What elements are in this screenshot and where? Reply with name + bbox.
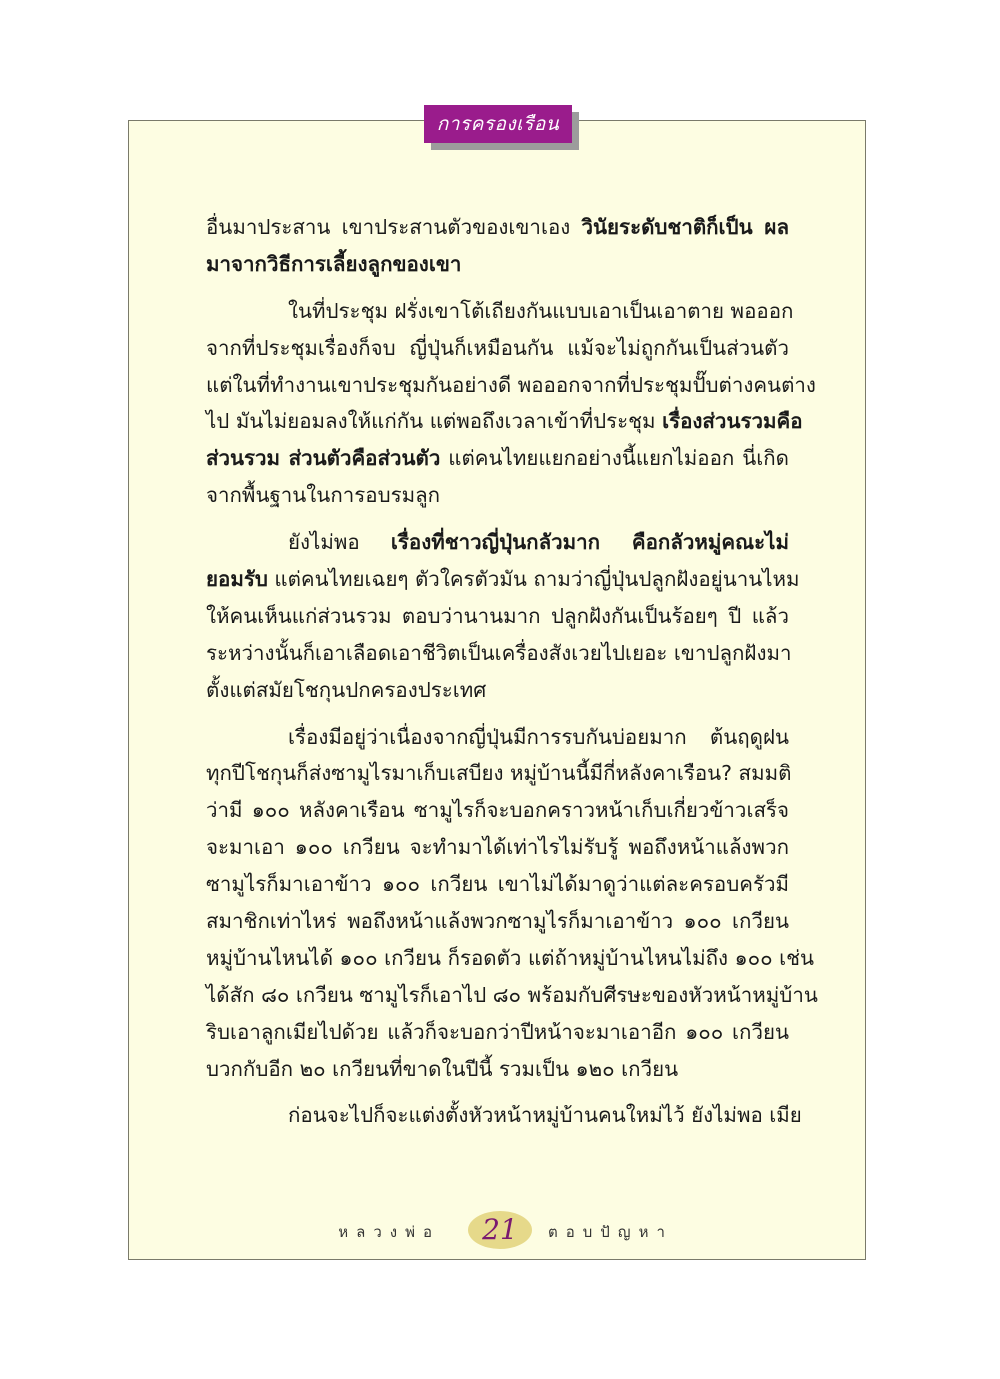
bold-text: วินัยระดับชาติก็เป็น ผล [581,215,790,239]
text-line [206,755,792,792]
text-line [206,866,789,903]
body-text [206,209,818,1144]
paragraph [206,719,818,1088]
text-run: ทุกปีโชกุนก็ส่งซามูไรมาเก็บเสบียง หมู่บ้านนี้มีกี่หลังคาเรือน? สมมติ [206,761,792,786]
text-line [206,403,803,440]
text-line [206,792,789,829]
section-tag: การครองเรือน [424,105,572,143]
text-run: ตั้งแต่สมัยโชกุนปกครองประเทศ [206,677,487,702]
text-line [206,477,789,514]
text-run: ริบเอาลูกเมียไปด้วย แล้วก็จะบอกว่าปีหน้าจะมาเอาอีก ๑๐๐ เกวียน [206,1019,789,1044]
text-run: ซามูไรก็มาเอาข้าว ๑๐๐ เกวียน เขาไม่ได้มาดูว่าแต่ละครอบครัวมี [206,872,789,897]
bold-text: ยอมรับ [206,567,268,592]
text-run: เรื่องมีอยู่ว่าเนื่องจากญี่ปุ่นมีการรบกันบ่อยมาก ต้นฤดูฝน [288,724,789,749]
text-run: ก่อนจะไปก็จะแต่งตั้งหัวหน้าหมู่บ้านคนใหม่ไว้ ยังไม่พอ เมีย [288,1103,802,1128]
text-run: บวกกับอีก ๒๐ เกวียนที่ขาดในปีนี้ รวมเป็น ๑๒๐ เกวียน [206,1056,679,1081]
footer-title: ตอบปัญหา [548,1223,673,1241]
paragraph [206,209,789,283]
text-run: ได้สัก ๘๐ เกวียน ซามูไรก็เอาไป ๘๐ พร้อมกับศีรษะของหัวหน้าหมู่บ้าน [206,982,818,1007]
text-line [206,829,789,866]
text-run: จากที่ประชุมเรื่องก็จบ ญี่ปุ่นก็เหมือนกัน แม้จะไม่ถูกกันเป็นส่วนตัว [206,335,789,360]
text-run: ในที่ประชุม ฝรั่งเขาโต้เถียงกันแบบเอาเป็นเอาตาย พอออก [288,298,794,323]
text-line [206,561,800,598]
text-run: แต่คนไทยแยกอย่างนี้แยกไม่ออก นี่เกิด [440,446,789,471]
text-run: ระหว่างนั้นก็เอาเลือดเอาชีวิตเป็นเครื่องสังเวยไปเยอะ เขาปลูกฝังมา [206,640,792,665]
text-run: แต่ในที่ทำงานเขาประชุมกันอย่างดี พอออกจากที่ประชุมปั๊บต่างคนต่าง [206,372,816,397]
text-run: จะมาเอา ๑๐๐ เกวียน จะทำมาได้เท่าไรไม่รับรู้ พอถึงหน้าแล้งพวก [206,835,789,860]
text-line [206,719,789,756]
text-run: อื่นมาประสาน เขาประสานตัวของเขาเอง [206,215,582,239]
bold-text: มาจากวิธีการเลี้ยงลูกของเขา [206,251,462,276]
text-run: ให้คนเห็นแก่ส่วนรวม ตอบว่านานมาก ปลูกฝังกันเป็นร้อยๆ ปี แล้ว [206,603,789,628]
text-run: ไป มันไม่ยอมลงให้แก่กัน แต่พอถึงเวลาเข้าที่ประชุม [206,409,663,434]
text-run: ยังไม่พอ [288,530,391,555]
paragraph [206,524,800,708]
text-line [206,1097,802,1134]
text-line [206,209,789,246]
text-line [206,524,789,561]
text-line [206,330,789,367]
text-line [206,1014,789,1051]
text-line [206,246,789,283]
paragraph [206,1097,802,1134]
text-line [206,672,789,709]
bold-text: ส่วนรวม ส่วนตัวคือส่วนตัว [206,446,441,471]
text-line [206,293,794,330]
text-run: สมาชิกเท่าไหร่ พอถึงหน้าแล้งพวกซามูไรก็มาเอาข้าว ๑๐๐ เกวียน [206,909,789,934]
text-line [206,903,789,940]
text-line [206,977,818,1014]
paragraph [206,293,816,514]
text-run: ว่ามี ๑๐๐ หลังคาเรือน ซามูไรก็จะบอกคราวหน้าเก็บเกี่ยวข้าวเสร็จ [206,798,789,823]
text-run: แต่คนไทยเฉยๆ ตัวใครตัวมัน ถามว่าญี่ปุ่นปลูกฝังอยู่นานไหม [267,567,800,592]
bold-text: เรื่องส่วนรวมคือ [662,409,803,434]
text-line [206,440,789,477]
text-line [206,367,816,404]
text-line [206,598,789,635]
footer-author: หลวงพ่อ [338,1223,440,1241]
text-run: หมู่บ้านไหนได้ ๑๐๐ เกวียน ก็รอดตัว แต่ถ้าหมู่บ้านไหนไม่ถึง ๑๐๐ เช่น [206,945,815,970]
bold-text: เรื่องที่ชาวญี่ปุ่นกลัวมาก คือกลัวหมู่คณะไม่ [390,530,789,555]
page-number: 21 [482,1213,518,1246]
text-line [206,940,815,977]
text-line [206,635,792,672]
page-footer [128,1208,866,1252]
text-line [206,1051,789,1088]
text-run: จากพื้นฐานในการอบรมลูก [206,483,441,508]
